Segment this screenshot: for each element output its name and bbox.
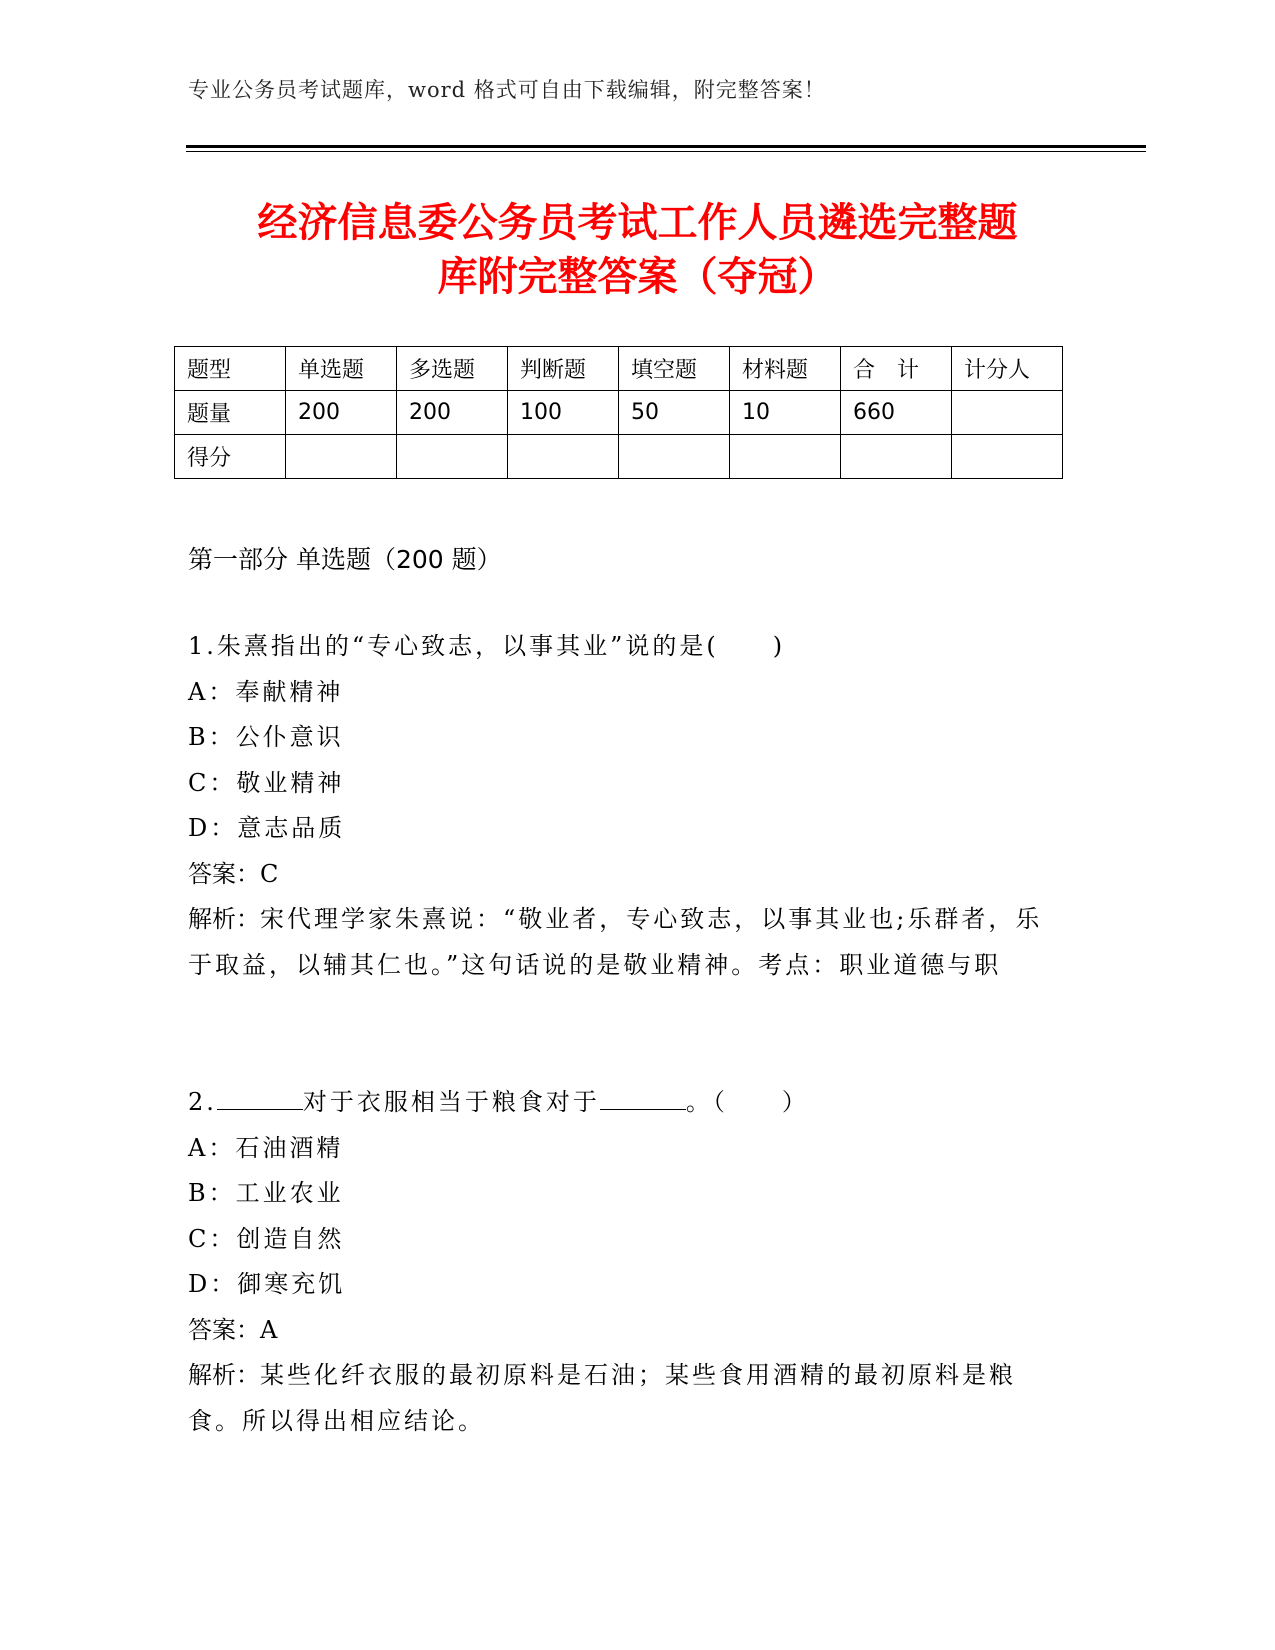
score-table-score-row [175,435,1063,479]
option-a: A：石油酒精 [188,1133,344,1162]
table-cell [841,435,952,479]
explanation-label: 解析： [188,1361,260,1389]
table-cell [952,391,1063,435]
question-stem [188,1080,1068,1126]
table-cell: 200 [286,391,397,435]
explanation-text: 宋代理学家朱熹说：“敬业者，专心致志，以事其业也;乐群者，乐于取益，以辅其仁也。”这句话说的是敬业精神。考点：职业道德与职 [188,905,1043,979]
table-cell: 填空题 [619,347,730,391]
question-2 [188,1080,1068,1444]
table-cell: 100 [508,391,619,435]
option-b: B：公仆意识 [188,723,344,751]
table-cell: 多选题 [397,347,508,391]
title-line-1: 经济信息委公务员考试工作人员遴选完整题 [257,200,1018,246]
option-d: D：御寒充饥 [188,1270,346,1298]
table-cell: 50 [619,391,730,435]
explanation-line [188,1353,1068,1444]
header-rule-thick [186,145,1146,148]
explanation-line [188,897,1068,988]
question-1 [188,624,1068,988]
table-cell: 材料题 [730,347,841,391]
question-stem-middle: 对于衣服相当于粮食对于 [302,1088,600,1116]
score-table-header-row [175,347,1063,391]
table-cell: 单选题 [286,347,397,391]
table-cell: 题型 [175,347,286,391]
score-table-count-row [175,391,1063,435]
question-stem-end: 。（ ） [685,1088,809,1116]
explanation-label: 解析： [188,905,260,933]
table-cell [619,435,730,479]
table-cell: 合 计 [841,347,952,391]
header-note: 专业公务员考试题库，word 格式可自由下载编辑，附完整答案！ [188,78,826,102]
header-rule-thin [186,151,1146,152]
document-title [150,196,1125,304]
answer-blank [600,1085,686,1110]
table-cell: 660 [841,391,952,435]
table-cell: 计分人 [952,347,1063,391]
score-table [174,346,1063,479]
option-c: C：创造自然 [188,1224,345,1253]
option-a: A：奉献精神 [188,677,344,706]
answer-blank [217,1085,303,1110]
question-stem: 1.朱熹指出的“专心致志，以事其业”说的是( ) [188,632,786,660]
answer-line [188,1308,1068,1354]
table-cell: 10 [730,391,841,435]
answer-label: 答案： [188,859,260,888]
answer-value: C [260,859,282,888]
question-number: 2. [188,1088,217,1116]
table-cell [730,435,841,479]
table-cell: 200 [397,391,508,435]
option-d: D：意志品质 [188,814,346,842]
table-cell [952,435,1063,479]
table-cell [397,435,508,479]
table-cell: 得分 [175,435,286,479]
answer-value: A [260,1315,281,1344]
table-cell: 题量 [175,391,286,435]
option-b: B：工业农业 [188,1179,344,1207]
title-line-2: 库附完整答案（夺冠） [437,254,838,300]
option-c: C：敬业精神 [188,768,345,797]
explanation-text: 某些化纤衣服的最初原料是石油；某些食用酒精的最初原料是粮食。所以得出相应结论。 [188,1361,1016,1435]
table-cell [286,435,397,479]
answer-line [188,852,1068,898]
table-cell [508,435,619,479]
answer-label: 答案： [188,1315,260,1344]
section-title: 第一部分 单选题（200 题） [188,545,502,574]
table-cell: 判断题 [508,347,619,391]
